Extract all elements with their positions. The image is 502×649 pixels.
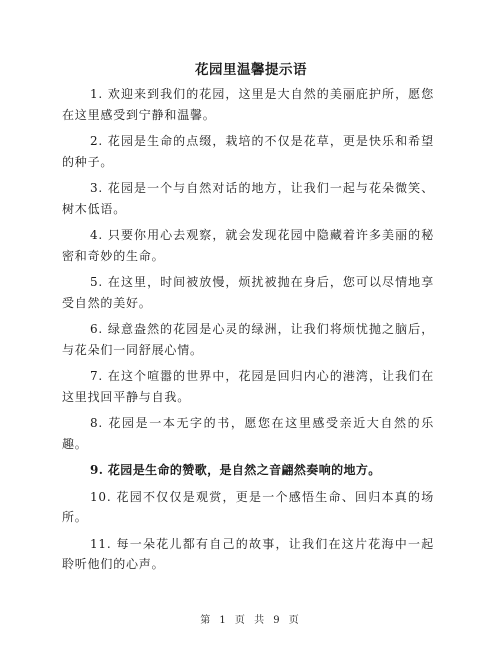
list-item: 5. 在这里，时间被放慢，烦扰被抛在身后，您可以尽情地享受自然的美好。 <box>62 275 434 310</box>
document-title: 花园里温馨提示语 <box>195 62 307 78</box>
list-item: 1. 欢迎来到我们的花园，这里是大自然的美丽庇护所，愿您在这里感受到宁静和温馨。 <box>62 87 434 122</box>
list-item: 4. 只要你用心去观察，就会发现花园中隐藏着许多美丽的秘密和奇妙的生命。 <box>62 228 434 263</box>
list-item: 8. 花园是一本无字的书，愿您在这里感受亲近大自然的乐趣。 <box>62 416 434 451</box>
page-footer: 第 1 页 共 9 页 <box>200 615 302 626</box>
list-item: 2. 花园是生命的点缀，栽培的不仅是花草，更是快乐和希望的种子。 <box>62 134 434 169</box>
list-item-bold: 9. 花园是生命的赞歌，是自然之音翩然奏响的地方。 <box>90 463 381 477</box>
list-item: 6. 绿意盎然的花园是心灵的绿洲，让我们将烦忧抛之脑后，与花朵们一同舒展心情。 <box>62 322 434 357</box>
list-item: 10. 花园不仅仅是观赏，更是一个感悟生命、回归本真的场所。 <box>62 489 434 524</box>
document-body <box>62 84 434 581</box>
list-item: 11. 每一朵花儿都有自己的故事，让我们在这片花海中一起聆听他们的心声。 <box>62 536 434 571</box>
list-item: 7. 在这个喧嚣的世界中，花园是回归内心的港湾，让我们在这里找回平静与自我。 <box>62 369 434 404</box>
list-item: 3. 花园是一个与自然对话的地方，让我们一起与花朵微笑、树木低语。 <box>62 181 434 216</box>
